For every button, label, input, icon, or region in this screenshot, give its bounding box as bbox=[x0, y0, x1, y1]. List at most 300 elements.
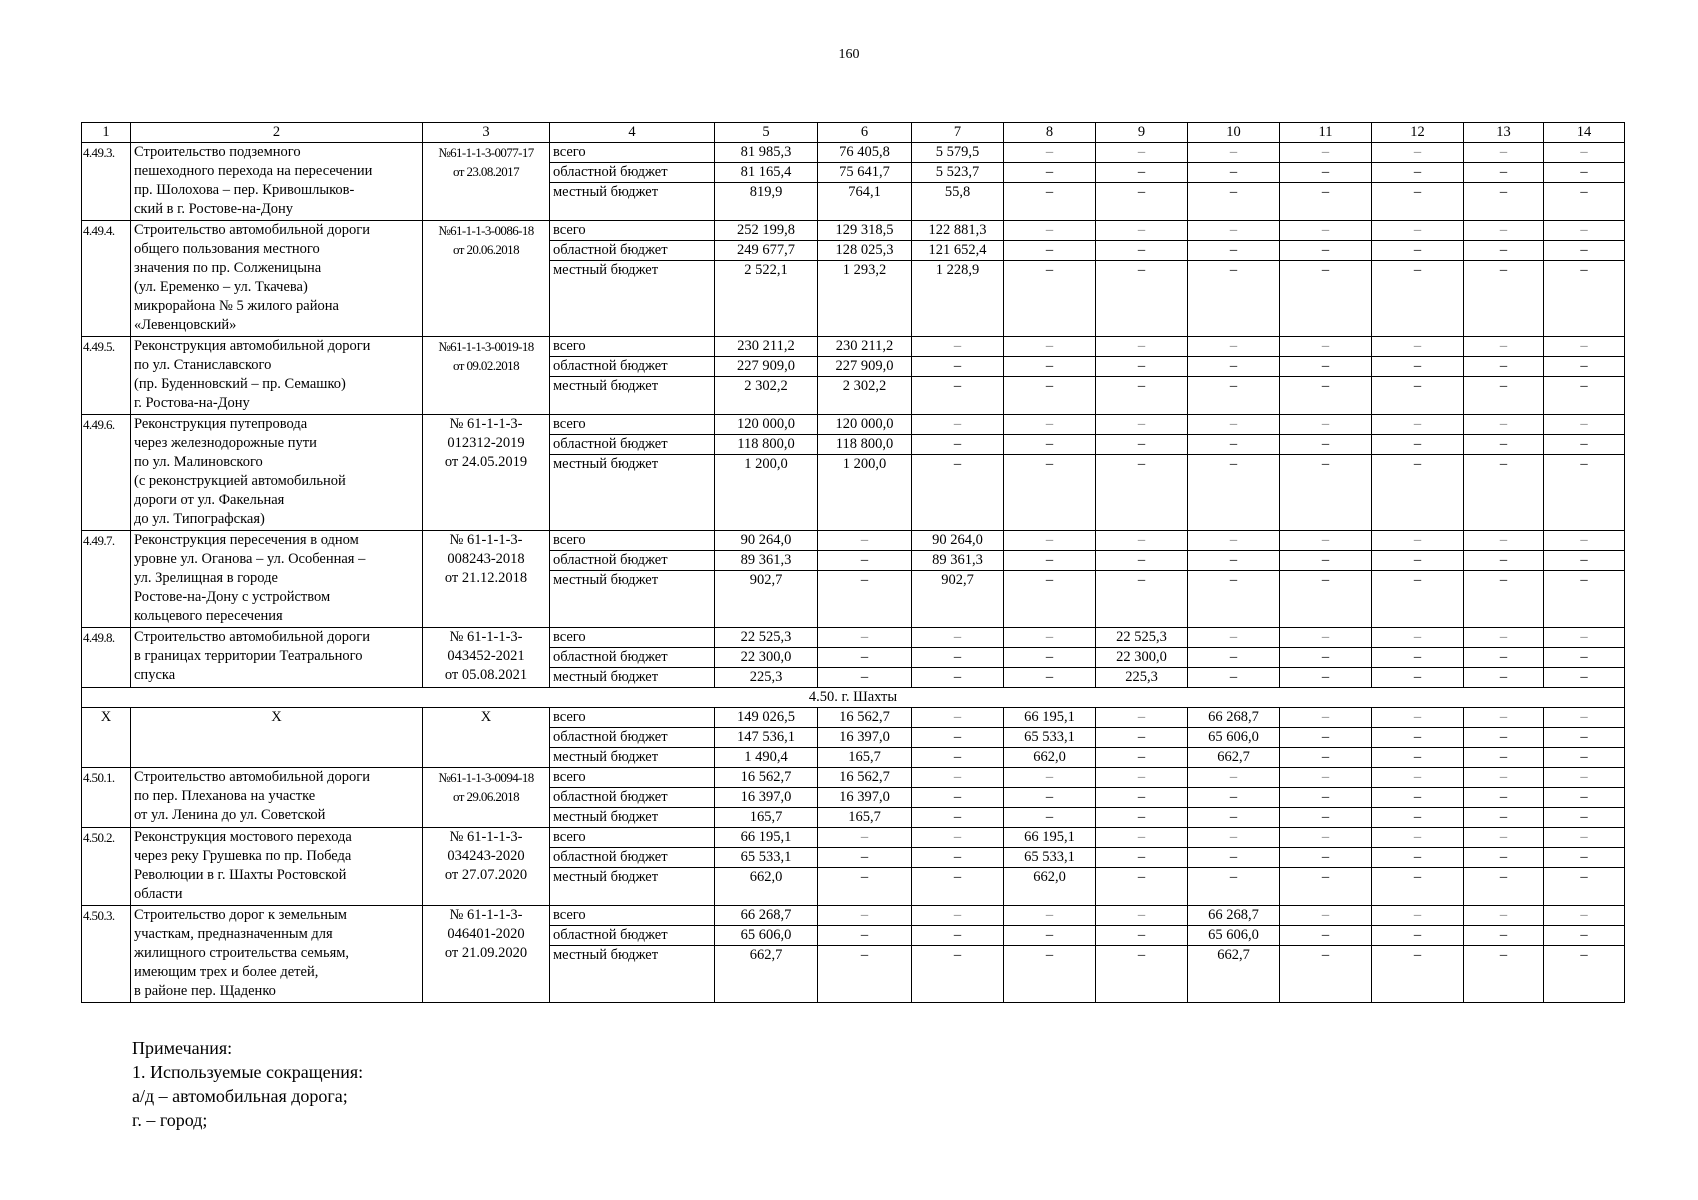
project-name: Строительство автомобильной дороги в границах территории Театрального спуска bbox=[131, 628, 423, 688]
empty-value: – bbox=[912, 788, 1004, 808]
empty-value: – bbox=[1004, 551, 1096, 571]
empty-value: – bbox=[1372, 571, 1464, 628]
column-header: 12 bbox=[1372, 123, 1464, 143]
amount-value: 230 211,2 bbox=[715, 337, 818, 357]
amount-value: 252 199,8 bbox=[715, 221, 818, 241]
empty-value: – bbox=[1544, 946, 1625, 1003]
empty-value: – bbox=[1096, 768, 1188, 788]
amount-value: 2 302,2 bbox=[715, 377, 818, 415]
empty-value: – bbox=[1004, 455, 1096, 531]
empty-value: – bbox=[1464, 377, 1544, 415]
empty-value: – bbox=[1096, 926, 1188, 946]
empty-value: – bbox=[1096, 748, 1188, 768]
summary-number: Х bbox=[82, 708, 131, 768]
empty-value: – bbox=[1004, 768, 1096, 788]
project-name: Реконструкция мостового перехода через реку Грушевка по пр. Победа Революции в г. Шахты Ростовской области bbox=[131, 828, 423, 906]
project-name: Строительство подземного пешеходного перехода на пересечении пр. Шолохова – пер. Кривошлыков- ский в г. Ростове-на-Дону bbox=[131, 143, 423, 221]
amount-value: 165,7 bbox=[715, 808, 818, 828]
empty-value: – bbox=[1544, 848, 1625, 868]
empty-value: – bbox=[1004, 377, 1096, 415]
amount-value: 66 195,1 bbox=[1004, 828, 1096, 848]
empty-value: – bbox=[1188, 531, 1280, 551]
empty-value: – bbox=[912, 728, 1004, 748]
amount-value: 230 211,2 bbox=[818, 337, 912, 357]
amount-value: 89 361,3 bbox=[715, 551, 818, 571]
empty-value: – bbox=[1096, 708, 1188, 728]
amount-value: 902,7 bbox=[912, 571, 1004, 628]
empty-value: – bbox=[818, 571, 912, 628]
project-document: № 61-1-1-3- 034243-2020 от 27.07.2020 bbox=[423, 828, 550, 906]
empty-value: – bbox=[1004, 571, 1096, 628]
empty-value: – bbox=[818, 926, 912, 946]
empty-value: – bbox=[1544, 828, 1625, 848]
empty-value: – bbox=[1096, 906, 1188, 926]
empty-value: – bbox=[1372, 628, 1464, 648]
empty-value: – bbox=[1096, 868, 1188, 906]
funding-source: областной бюджет bbox=[550, 551, 715, 571]
project-number: 4.49.8. bbox=[82, 628, 131, 688]
amount-value: 662,7 bbox=[1188, 748, 1280, 768]
funding-source: местный бюджет bbox=[550, 261, 715, 337]
empty-value: – bbox=[1372, 143, 1464, 163]
empty-value: – bbox=[1464, 183, 1544, 221]
empty-value: – bbox=[1372, 926, 1464, 946]
project-number: 4.49.7. bbox=[82, 531, 131, 628]
amount-value: 118 800,0 bbox=[818, 435, 912, 455]
amount-value: 16 397,0 bbox=[715, 788, 818, 808]
empty-value: – bbox=[1544, 868, 1625, 906]
empty-value: – bbox=[1188, 551, 1280, 571]
amount-value: 165,7 bbox=[818, 748, 912, 768]
empty-value: – bbox=[1464, 668, 1544, 688]
empty-value: – bbox=[1372, 828, 1464, 848]
empty-value: – bbox=[1464, 261, 1544, 337]
empty-value: – bbox=[1464, 531, 1544, 551]
amount-value: 66 268,7 bbox=[1188, 906, 1280, 926]
empty-value: – bbox=[1280, 183, 1372, 221]
empty-value: – bbox=[912, 926, 1004, 946]
empty-value: – bbox=[1280, 848, 1372, 868]
empty-value: – bbox=[1004, 261, 1096, 337]
funding-source: всего bbox=[550, 415, 715, 435]
table-row bbox=[82, 221, 1625, 241]
empty-value: – bbox=[1004, 435, 1096, 455]
empty-value: – bbox=[1372, 221, 1464, 241]
empty-value: – bbox=[1464, 828, 1544, 848]
amount-value: 120 000,0 bbox=[715, 415, 818, 435]
amount-value: 225,3 bbox=[1096, 668, 1188, 688]
amount-value: 55,8 bbox=[912, 183, 1004, 221]
empty-value: – bbox=[1004, 357, 1096, 377]
amount-value: 76 405,8 bbox=[818, 143, 912, 163]
amount-value: 5 523,7 bbox=[912, 163, 1004, 183]
empty-value: – bbox=[1372, 868, 1464, 906]
project-document: № 61-1-1-3- 046401-2020 от 21.09.2020 bbox=[423, 906, 550, 1003]
empty-value: – bbox=[1188, 261, 1280, 337]
funding-source: всего bbox=[550, 828, 715, 848]
amount-value: 65 533,1 bbox=[715, 848, 818, 868]
amount-value: 66 268,7 bbox=[715, 906, 818, 926]
column-header: 10 bbox=[1188, 123, 1280, 143]
empty-value: – bbox=[1188, 668, 1280, 688]
amount-value: 90 264,0 bbox=[912, 531, 1004, 551]
funding-source: областной бюджет bbox=[550, 163, 715, 183]
empty-value: – bbox=[818, 868, 912, 906]
empty-value: – bbox=[1544, 163, 1625, 183]
empty-value: – bbox=[1096, 241, 1188, 261]
empty-value: – bbox=[1004, 221, 1096, 241]
project-document: №61-1-1-3-0086-18 от 20.06.2018 bbox=[423, 221, 550, 337]
table-row bbox=[82, 628, 1625, 648]
empty-value: – bbox=[1188, 357, 1280, 377]
empty-value: – bbox=[1280, 728, 1372, 748]
notes-line: г. – город; bbox=[132, 1110, 208, 1130]
empty-value: – bbox=[1544, 748, 1625, 768]
project-name: Строительство автомобильной дороги общего пользования местного значения по пр. Солженицына (ул. Еременко – ул. Ткачева) микрорайона № 5 жилого района «Левенцовский» bbox=[131, 221, 423, 337]
empty-value: – bbox=[1372, 788, 1464, 808]
empty-value: – bbox=[1096, 808, 1188, 828]
notes bbox=[132, 1036, 363, 1132]
amount-value: 75 641,7 bbox=[818, 163, 912, 183]
empty-value: – bbox=[1372, 455, 1464, 531]
funding-source: областной бюджет bbox=[550, 241, 715, 261]
project-number: 4.49.4. bbox=[82, 221, 131, 337]
column-header: 5 bbox=[715, 123, 818, 143]
empty-value: – bbox=[1372, 768, 1464, 788]
empty-value: – bbox=[818, 828, 912, 848]
empty-value: – bbox=[1096, 415, 1188, 435]
empty-value: – bbox=[1188, 848, 1280, 868]
empty-value: – bbox=[1280, 668, 1372, 688]
empty-value: – bbox=[912, 628, 1004, 648]
amount-value: 1 490,4 bbox=[715, 748, 818, 768]
notes-line: 1. Используемые сокращения: bbox=[132, 1062, 364, 1082]
amount-value: 16 562,7 bbox=[818, 768, 912, 788]
empty-value: – bbox=[1188, 648, 1280, 668]
table-row bbox=[82, 531, 1625, 551]
project-name: Реконструкция автомобильной дороги по ул. Станиславского (пр. Буденновский – пр. Семашко) г. Ростова-на-Дону bbox=[131, 337, 423, 415]
amount-value: 662,0 bbox=[1004, 748, 1096, 768]
funding-source: всего bbox=[550, 708, 715, 728]
amount-value: 16 397,0 bbox=[818, 728, 912, 748]
empty-value: – bbox=[1544, 728, 1625, 748]
amount-value: 118 800,0 bbox=[715, 435, 818, 455]
empty-value: – bbox=[1280, 435, 1372, 455]
section-title: 4.50. г. Шахты bbox=[82, 688, 1625, 708]
empty-value: – bbox=[1372, 261, 1464, 337]
empty-value: – bbox=[1096, 221, 1188, 241]
empty-value: – bbox=[912, 357, 1004, 377]
empty-value: – bbox=[1280, 337, 1372, 357]
empty-value: – bbox=[1464, 571, 1544, 628]
empty-value: – bbox=[912, 455, 1004, 531]
empty-value: – bbox=[1464, 868, 1544, 906]
amount-value: 147 536,1 bbox=[715, 728, 818, 748]
column-header: 8 bbox=[1004, 123, 1096, 143]
amount-value: 2 302,2 bbox=[818, 377, 912, 415]
project-name: Реконструкция пересечения в одном уровне ул. Оганова – ул. Особенная – ул. Зрелищная в городе Ростове-на-Дону с устройством кольцевого пересечения bbox=[131, 531, 423, 628]
project-number: 4.49.6. bbox=[82, 415, 131, 531]
amount-value: 662,0 bbox=[1004, 868, 1096, 906]
empty-value: – bbox=[818, 668, 912, 688]
empty-value: – bbox=[1280, 768, 1372, 788]
funding-source: местный бюджет bbox=[550, 571, 715, 628]
empty-value: – bbox=[818, 648, 912, 668]
amount-value: 227 909,0 bbox=[715, 357, 818, 377]
empty-value: – bbox=[1544, 926, 1625, 946]
empty-value: – bbox=[1372, 906, 1464, 926]
empty-value: – bbox=[1464, 748, 1544, 768]
empty-value: – bbox=[1544, 668, 1625, 688]
empty-value: – bbox=[1464, 337, 1544, 357]
column-header: 9 bbox=[1096, 123, 1188, 143]
empty-value: – bbox=[1372, 728, 1464, 748]
empty-value: – bbox=[1544, 788, 1625, 808]
empty-value: – bbox=[1544, 455, 1625, 531]
funding-source: всего bbox=[550, 221, 715, 241]
empty-value: – bbox=[1188, 788, 1280, 808]
empty-value: – bbox=[1372, 337, 1464, 357]
funding-source: местный бюджет bbox=[550, 808, 715, 828]
amount-value: 121 652,4 bbox=[912, 241, 1004, 261]
empty-value: – bbox=[1464, 788, 1544, 808]
empty-value: – bbox=[1544, 241, 1625, 261]
empty-value: – bbox=[1096, 435, 1188, 455]
empty-value: – bbox=[1096, 728, 1188, 748]
column-header: 2 bbox=[131, 123, 423, 143]
empty-value: – bbox=[1004, 648, 1096, 668]
funding-source: местный бюджет bbox=[550, 946, 715, 1003]
empty-value: – bbox=[912, 377, 1004, 415]
column-header: 4 bbox=[550, 123, 715, 143]
amount-value: 1 200,0 bbox=[715, 455, 818, 531]
project-document: №61-1-1-3-0094-18 от 29.06.2018 bbox=[423, 768, 550, 828]
column-header: 14 bbox=[1544, 123, 1625, 143]
empty-value: – bbox=[1096, 357, 1188, 377]
empty-value: – bbox=[1372, 551, 1464, 571]
funding-source: местный бюджет bbox=[550, 668, 715, 688]
empty-value: – bbox=[1464, 848, 1544, 868]
funding-source: всего bbox=[550, 337, 715, 357]
amount-value: 662,0 bbox=[715, 868, 818, 906]
funding-source: местный бюджет bbox=[550, 183, 715, 221]
funding-source: местный бюджет bbox=[550, 455, 715, 531]
amount-value: 1 228,9 bbox=[912, 261, 1004, 337]
empty-value: – bbox=[1096, 788, 1188, 808]
empty-value: – bbox=[1280, 748, 1372, 768]
empty-value: – bbox=[1280, 221, 1372, 241]
empty-value: – bbox=[1096, 828, 1188, 848]
amount-value: 2 522,1 bbox=[715, 261, 818, 337]
amount-value: 22 300,0 bbox=[715, 648, 818, 668]
amount-value: 1 200,0 bbox=[818, 455, 912, 531]
empty-value: – bbox=[1188, 143, 1280, 163]
empty-value: – bbox=[1004, 241, 1096, 261]
empty-value: – bbox=[1004, 926, 1096, 946]
financing-table bbox=[81, 122, 1625, 1003]
empty-value: – bbox=[1464, 728, 1544, 748]
empty-value: – bbox=[1464, 221, 1544, 241]
amount-value: 227 909,0 bbox=[818, 357, 912, 377]
empty-value: – bbox=[1280, 357, 1372, 377]
funding-source: областной бюджет bbox=[550, 435, 715, 455]
empty-value: – bbox=[1096, 571, 1188, 628]
empty-value: – bbox=[1372, 808, 1464, 828]
empty-value: – bbox=[1464, 357, 1544, 377]
empty-value: – bbox=[1372, 531, 1464, 551]
empty-value: – bbox=[1096, 848, 1188, 868]
column-header: 6 bbox=[818, 123, 912, 143]
funding-source: местный бюджет bbox=[550, 377, 715, 415]
empty-value: – bbox=[1464, 163, 1544, 183]
amount-value: 128 025,3 bbox=[818, 241, 912, 261]
empty-value: – bbox=[912, 648, 1004, 668]
amount-value: 819,9 bbox=[715, 183, 818, 221]
empty-value: – bbox=[1280, 648, 1372, 668]
empty-value: – bbox=[1544, 415, 1625, 435]
empty-value: – bbox=[1544, 261, 1625, 337]
page-number: 160 bbox=[838, 47, 860, 62]
empty-value: – bbox=[912, 906, 1004, 926]
empty-value: – bbox=[818, 628, 912, 648]
empty-value: – bbox=[1188, 828, 1280, 848]
funding-source: областной бюджет bbox=[550, 788, 715, 808]
empty-value: – bbox=[1372, 748, 1464, 768]
project-number: 4.50.2. bbox=[82, 828, 131, 906]
project-number: 4.50.3. bbox=[82, 906, 131, 1003]
empty-value: – bbox=[1004, 163, 1096, 183]
empty-value: – bbox=[1280, 571, 1372, 628]
amount-value: 764,1 bbox=[818, 183, 912, 221]
empty-value: – bbox=[1280, 551, 1372, 571]
empty-value: – bbox=[1544, 531, 1625, 551]
empty-value: – bbox=[1096, 531, 1188, 551]
empty-value: – bbox=[1280, 415, 1372, 435]
column-header: 1 bbox=[82, 123, 131, 143]
funding-source: всего bbox=[550, 906, 715, 926]
empty-value: – bbox=[1544, 143, 1625, 163]
table-row bbox=[82, 906, 1625, 926]
amount-value: 122 881,3 bbox=[912, 221, 1004, 241]
project-name: Строительство дорог к земельным участкам, предназначенным для жилищного строительства семьям, имеющим трех и более детей, в районе пер. Щаденко bbox=[131, 906, 423, 1003]
empty-value: – bbox=[1188, 435, 1280, 455]
funding-source: областной бюджет bbox=[550, 357, 715, 377]
table-body bbox=[82, 123, 1625, 1003]
table-row bbox=[82, 828, 1625, 848]
empty-value: – bbox=[1280, 828, 1372, 848]
column-header: 3 bbox=[423, 123, 550, 143]
amount-value: 249 677,7 bbox=[715, 241, 818, 261]
table-row bbox=[82, 337, 1625, 357]
table-row bbox=[82, 415, 1625, 435]
funding-source: местный бюджет bbox=[550, 748, 715, 768]
amount-value: 225,3 bbox=[715, 668, 818, 688]
empty-value: – bbox=[1544, 708, 1625, 728]
amount-value: 129 318,5 bbox=[818, 221, 912, 241]
empty-value: – bbox=[1280, 926, 1372, 946]
amount-value: 65 533,1 bbox=[1004, 848, 1096, 868]
empty-value: – bbox=[1372, 183, 1464, 221]
empty-value: – bbox=[1096, 143, 1188, 163]
empty-value: – bbox=[912, 748, 1004, 768]
amount-value: 66 268,7 bbox=[1188, 708, 1280, 728]
amount-value: 22 525,3 bbox=[715, 628, 818, 648]
empty-value: – bbox=[1096, 163, 1188, 183]
empty-value: – bbox=[1188, 808, 1280, 828]
funding-source: всего bbox=[550, 143, 715, 163]
empty-value: – bbox=[1004, 183, 1096, 221]
column-header: 7 bbox=[912, 123, 1004, 143]
empty-value: – bbox=[1544, 337, 1625, 357]
empty-value: – bbox=[1096, 946, 1188, 1003]
empty-value: – bbox=[818, 906, 912, 926]
empty-value: – bbox=[1464, 768, 1544, 788]
summary-row bbox=[82, 708, 1625, 728]
summary-name: Х bbox=[131, 708, 423, 768]
amount-value: 662,7 bbox=[715, 946, 818, 1003]
amount-value: 65 606,0 bbox=[715, 926, 818, 946]
amount-value: 16 562,7 bbox=[715, 768, 818, 788]
empty-value: – bbox=[818, 848, 912, 868]
amount-value: 22 300,0 bbox=[1096, 648, 1188, 668]
empty-value: – bbox=[1372, 435, 1464, 455]
amount-value: 16 562,7 bbox=[818, 708, 912, 728]
empty-value: – bbox=[1280, 788, 1372, 808]
empty-value: – bbox=[1280, 261, 1372, 337]
amount-value: 81 985,3 bbox=[715, 143, 818, 163]
table-row bbox=[82, 143, 1625, 163]
project-number: 4.50.1. bbox=[82, 768, 131, 828]
empty-value: – bbox=[1372, 377, 1464, 415]
empty-value: – bbox=[1280, 163, 1372, 183]
empty-value: – bbox=[912, 946, 1004, 1003]
empty-value: – bbox=[1004, 628, 1096, 648]
empty-value: – bbox=[1544, 357, 1625, 377]
empty-value: – bbox=[1004, 415, 1096, 435]
empty-value: – bbox=[1464, 708, 1544, 728]
empty-value: – bbox=[818, 551, 912, 571]
empty-value: – bbox=[1004, 668, 1096, 688]
amount-value: 81 165,4 bbox=[715, 163, 818, 183]
summary-document: Х bbox=[423, 708, 550, 768]
empty-value: – bbox=[1096, 455, 1188, 531]
amount-value: 90 264,0 bbox=[715, 531, 818, 551]
amount-value: 65 606,0 bbox=[1188, 728, 1280, 748]
empty-value: – bbox=[1464, 926, 1544, 946]
amount-value: 149 026,5 bbox=[715, 708, 818, 728]
project-name: Строительство автомобильной дороги по пер. Плеханова на участке от ул. Ленина до ул. Советской bbox=[131, 768, 423, 828]
empty-value: – bbox=[1464, 906, 1544, 926]
empty-value: – bbox=[1004, 531, 1096, 551]
empty-value: – bbox=[1372, 357, 1464, 377]
project-document: №61-1-1-3-0019-18 от 09.02.2018 bbox=[423, 337, 550, 415]
empty-value: – bbox=[912, 868, 1004, 906]
empty-value: – bbox=[1544, 377, 1625, 415]
empty-value: – bbox=[1280, 455, 1372, 531]
section-row bbox=[82, 688, 1625, 708]
empty-value: – bbox=[1188, 415, 1280, 435]
empty-value: – bbox=[1004, 906, 1096, 926]
empty-value: – bbox=[912, 337, 1004, 357]
project-number: 4.49.3. bbox=[82, 143, 131, 221]
empty-value: – bbox=[1464, 143, 1544, 163]
amount-value: 65 533,1 bbox=[1004, 728, 1096, 748]
empty-value: – bbox=[1280, 906, 1372, 926]
empty-value: – bbox=[1464, 415, 1544, 435]
empty-value: – bbox=[1464, 648, 1544, 668]
amount-value: 65 606,0 bbox=[1188, 926, 1280, 946]
empty-value: – bbox=[1188, 455, 1280, 531]
